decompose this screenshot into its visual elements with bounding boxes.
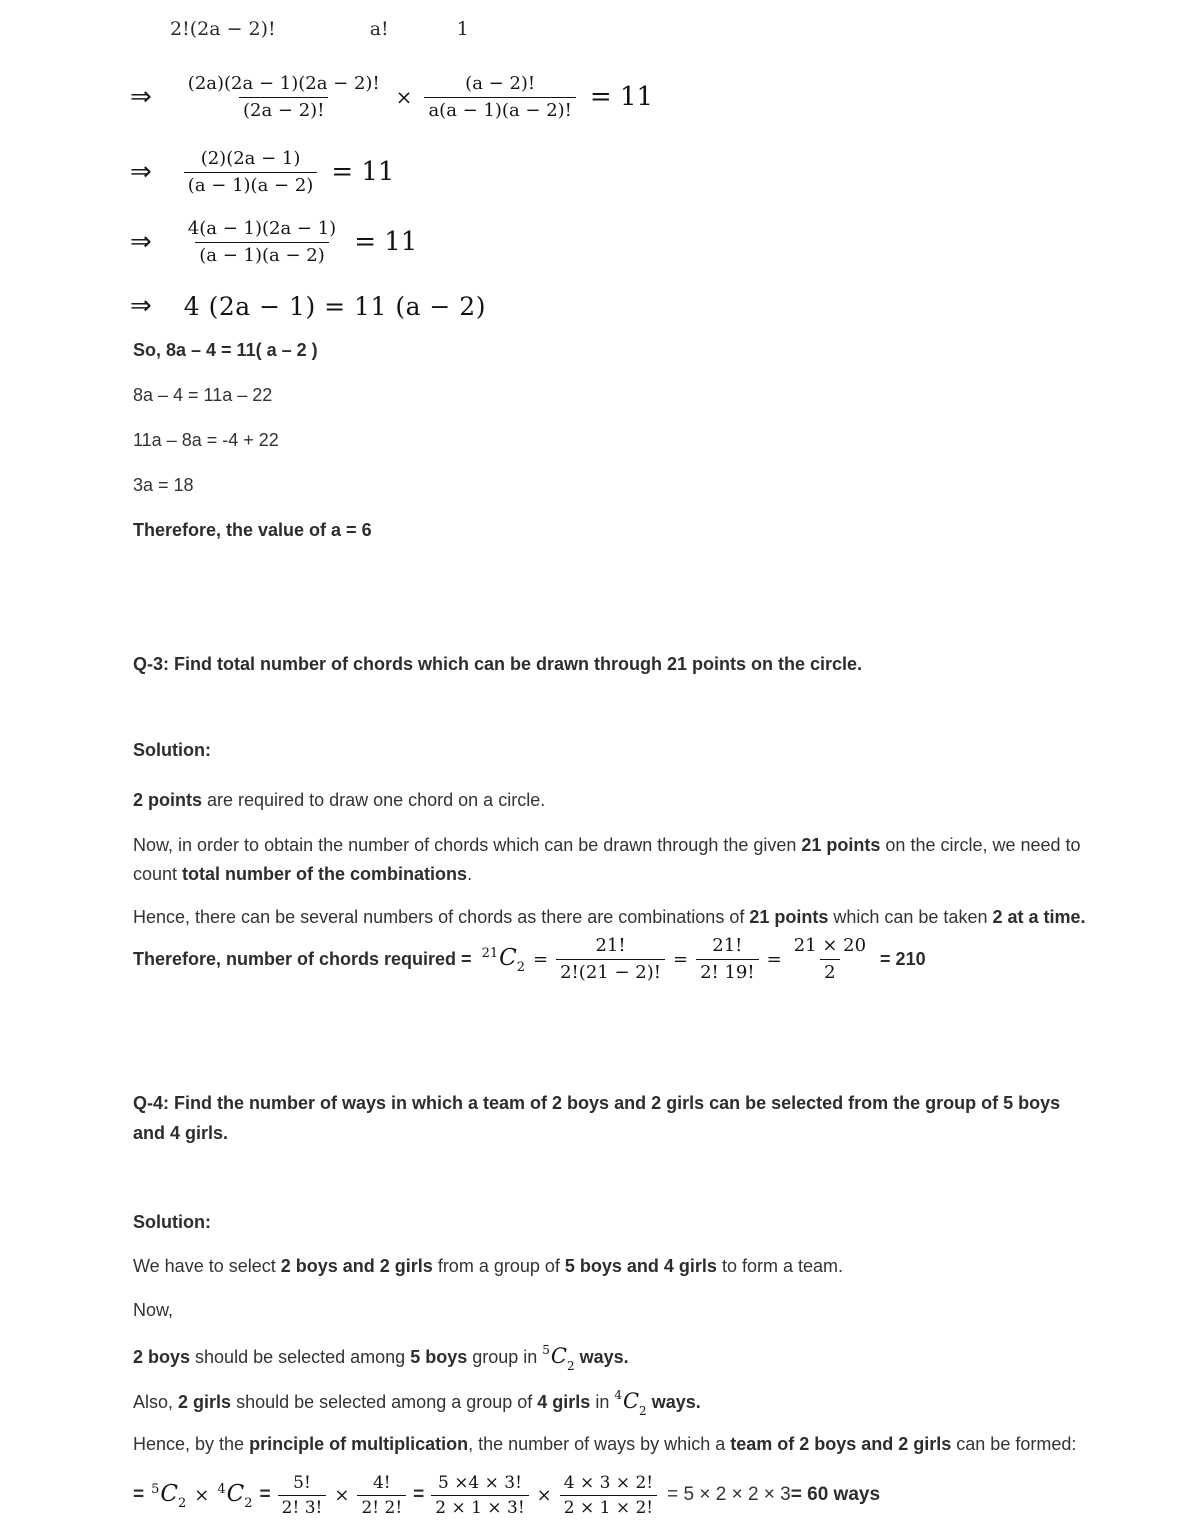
implies-arrow-icon: ⇒ (130, 227, 152, 257)
text: from a group of (432, 1256, 565, 1276)
ncr-21-2 (481, 944, 526, 976)
fraction (357, 1473, 406, 1518)
equation-text: 4 (2a − 1) = 11 (a − 2) (183, 291, 486, 321)
fraction-numerator: 4 × 3 × 2! (563, 1472, 654, 1493)
fraction-denominator: (a − 1)(a − 2) (195, 242, 329, 267)
text: in (590, 1392, 615, 1412)
ncr-lower: 2 (567, 1358, 575, 1373)
q3-chords-formula (133, 931, 926, 987)
times-sign: × (194, 1484, 210, 1506)
fraction-numerator: (2a)(2a − 1)(2a − 2)! (187, 72, 380, 94)
fraction (424, 73, 575, 122)
bold-text: 5 boys and 4 girls (564, 1256, 717, 1276)
text: on the circle, we need to count (133, 835, 1081, 884)
q4-paragraph-1 (133, 1254, 843, 1278)
fraction-denominator: (2a − 2)! (239, 97, 328, 122)
formula-result: = 210 (880, 948, 926, 969)
text: We have to select (133, 1256, 281, 1276)
fraction-denominator: 2! 19! (696, 959, 759, 984)
fraction (556, 935, 665, 984)
fraction-numerator: 21! (712, 934, 743, 956)
clipped-denominator-2: a! (369, 18, 389, 40)
equals-value: = 11 (354, 227, 418, 257)
equals-value: = 11 (589, 82, 654, 112)
q4-final-formula (133, 1466, 880, 1524)
fraction-numerator: 4! (372, 1472, 391, 1493)
ncr-5-2 (542, 1343, 575, 1373)
equals-sign: = (133, 1484, 145, 1505)
bold-text: 21 points (801, 835, 881, 855)
text: which can be taken (828, 907, 993, 927)
fraction-denominator: 2! 2! (357, 1495, 406, 1518)
formula-lead-text: Therefore, number of chords required = (133, 948, 472, 969)
q3-paragraph-1 (133, 788, 545, 812)
derivation-line-1: 8a – 4 = 11a – 22 (133, 385, 273, 405)
q3-solution-label: Solution: (133, 740, 211, 760)
implies-arrow-icon: ⇒ (130, 157, 152, 187)
bold-text: total number of the combinations (182, 864, 468, 884)
bold-text: 2 at a time. (992, 907, 1086, 927)
fraction (184, 148, 318, 197)
q4-question-title: Q-4: Find the number of ways in which a team of 2 boys and 2 girls can be selected from the group of 5 boys and 4 girls. (133, 1093, 1061, 1143)
ncr-upper: 4 (614, 1388, 622, 1402)
ncr-letter: C (226, 1480, 245, 1507)
derivation-line-3: 3a = 18 (133, 475, 194, 495)
fraction-numerator: (2)(2a − 1) (200, 147, 301, 169)
ncr-lower: 2 (516, 960, 526, 976)
bold-text: 2 boys and 2 girls (280, 1256, 433, 1276)
equals-sign: = (672, 948, 689, 970)
ncr-upper: 5 (542, 1343, 550, 1357)
text: , the number of ways by which a (468, 1434, 731, 1454)
implies-arrow-icon: ⇒ (130, 82, 152, 112)
equals-value: = 11 (331, 157, 395, 187)
q4-hence-line (133, 1430, 1091, 1459)
equation-step-4 (130, 288, 486, 324)
ncr-letter: C (499, 944, 517, 971)
times-sign: × (536, 1484, 552, 1506)
fraction-denominator: 2! 3! (278, 1495, 327, 1518)
fraction-denominator: 2 (820, 959, 839, 984)
clipped-denominator-1: 2!(2a − 2)! (170, 18, 276, 40)
ncr-lower: 2 (639, 1403, 647, 1418)
fraction-numerator: 5! (293, 1472, 311, 1493)
text: . (467, 864, 473, 884)
ncr-upper: 5 (151, 1481, 160, 1497)
text: can be formed: (951, 1434, 1077, 1454)
fraction (696, 935, 759, 984)
bold-text: 4 girls (537, 1392, 591, 1412)
tail-text: = 5 × 2 × 2 × 3 (667, 1484, 791, 1505)
implies-arrow-icon: ⇒ (130, 291, 152, 321)
bold-text: 2 girls (178, 1392, 232, 1412)
text: Hence, there can be several numbers of chords as there are combinations of (133, 907, 750, 927)
text: to form a team. (716, 1256, 843, 1276)
bold-text: ways. (574, 1347, 629, 1367)
ncr-upper: 21 (481, 945, 499, 961)
formula-result: = 60 ways (790, 1484, 881, 1505)
ncr-4-2 (217, 1480, 253, 1512)
equation-step-1 (130, 66, 653, 128)
text: should be selected among (190, 1347, 411, 1367)
equals-sign: = (533, 948, 549, 970)
bold-text: principle of multiplication (249, 1434, 469, 1454)
fraction-denominator: 2 × 1 × 2! (560, 1495, 657, 1518)
text: group in (467, 1347, 543, 1367)
times-sign: × (395, 85, 413, 109)
equation-step-2 (130, 144, 394, 200)
equation-step-3 (130, 214, 417, 270)
times-sign: × (334, 1484, 350, 1506)
equals-sign: = (766, 948, 782, 970)
ncr-letter: C (160, 1480, 178, 1507)
fraction-denominator: (a − 1)(a − 2) (184, 172, 318, 197)
fraction (560, 1473, 657, 1518)
bold-text: 2 boys (133, 1347, 191, 1367)
q4-girls-line (133, 1385, 701, 1421)
text: should be selected among a group of (231, 1392, 538, 1412)
q4-now-line: Now, (133, 1300, 174, 1320)
answer-line-a: Therefore, the value of a = 6 (133, 520, 372, 540)
fraction-denominator: 2!(21 − 2)! (556, 959, 665, 984)
q4-boys-line (133, 1340, 629, 1376)
ncr-lower: 2 (244, 1496, 253, 1512)
ncr-upper: 4 (217, 1481, 226, 1497)
q3-paragraph-2 (133, 831, 1091, 889)
bold-text: ways. (646, 1392, 701, 1412)
fraction-numerator: 4(a − 1)(2a − 1) (187, 217, 337, 239)
derivation-line-so: So, 8a – 4 = 11( a – 2 ) (133, 340, 318, 360)
ncr-4-2 (614, 1388, 647, 1418)
derivation-line-2: 11a – 8a = -4 + 22 (133, 430, 279, 450)
fraction-numerator: (a − 2)! (465, 72, 536, 94)
equals-sign: = (413, 1484, 425, 1505)
text: are required to draw one chord on a circle. (202, 790, 546, 810)
fraction-numerator: 5 ×4 × 3! (437, 1472, 522, 1493)
ncr-letter: C (622, 1389, 640, 1413)
fraction-denominator: a(a − 1)(a − 2)! (424, 97, 575, 122)
ncr-letter: C (550, 1344, 567, 1368)
bold-text: 2 points (133, 790, 203, 810)
text: Also, (133, 1392, 179, 1412)
text: Hence, by the (133, 1434, 250, 1454)
fraction (431, 1473, 528, 1518)
ncr-5-2 (151, 1480, 187, 1512)
fraction (278, 1473, 327, 1518)
text: Now, in order to obtain the number of chords which can be drawn through the given (133, 835, 802, 855)
fraction-denominator: 2 × 1 × 3! (431, 1495, 528, 1518)
q4-solution-label: Solution: (133, 1212, 211, 1232)
fraction (184, 218, 340, 267)
equals-sign: = (259, 1484, 271, 1505)
fraction (184, 73, 384, 122)
fraction (790, 935, 870, 984)
bold-text: 21 points (749, 907, 829, 927)
fraction-numerator: 21 × 20 (793, 934, 867, 956)
ncr-lower: 2 (178, 1496, 187, 1512)
fraction-numerator: 21! (595, 934, 626, 956)
q3-paragraph-3 (133, 903, 1091, 932)
bold-text: 5 boys (410, 1347, 468, 1367)
bold-text: team of 2 boys and 2 girls (730, 1434, 952, 1454)
clipped-equation-fragment (170, 18, 469, 47)
clipped-denominator-3: 1 (456, 18, 469, 40)
q3-question-title: Q-3: Find total number of chords which can be drawn through 21 points on the circle. (133, 654, 863, 674)
